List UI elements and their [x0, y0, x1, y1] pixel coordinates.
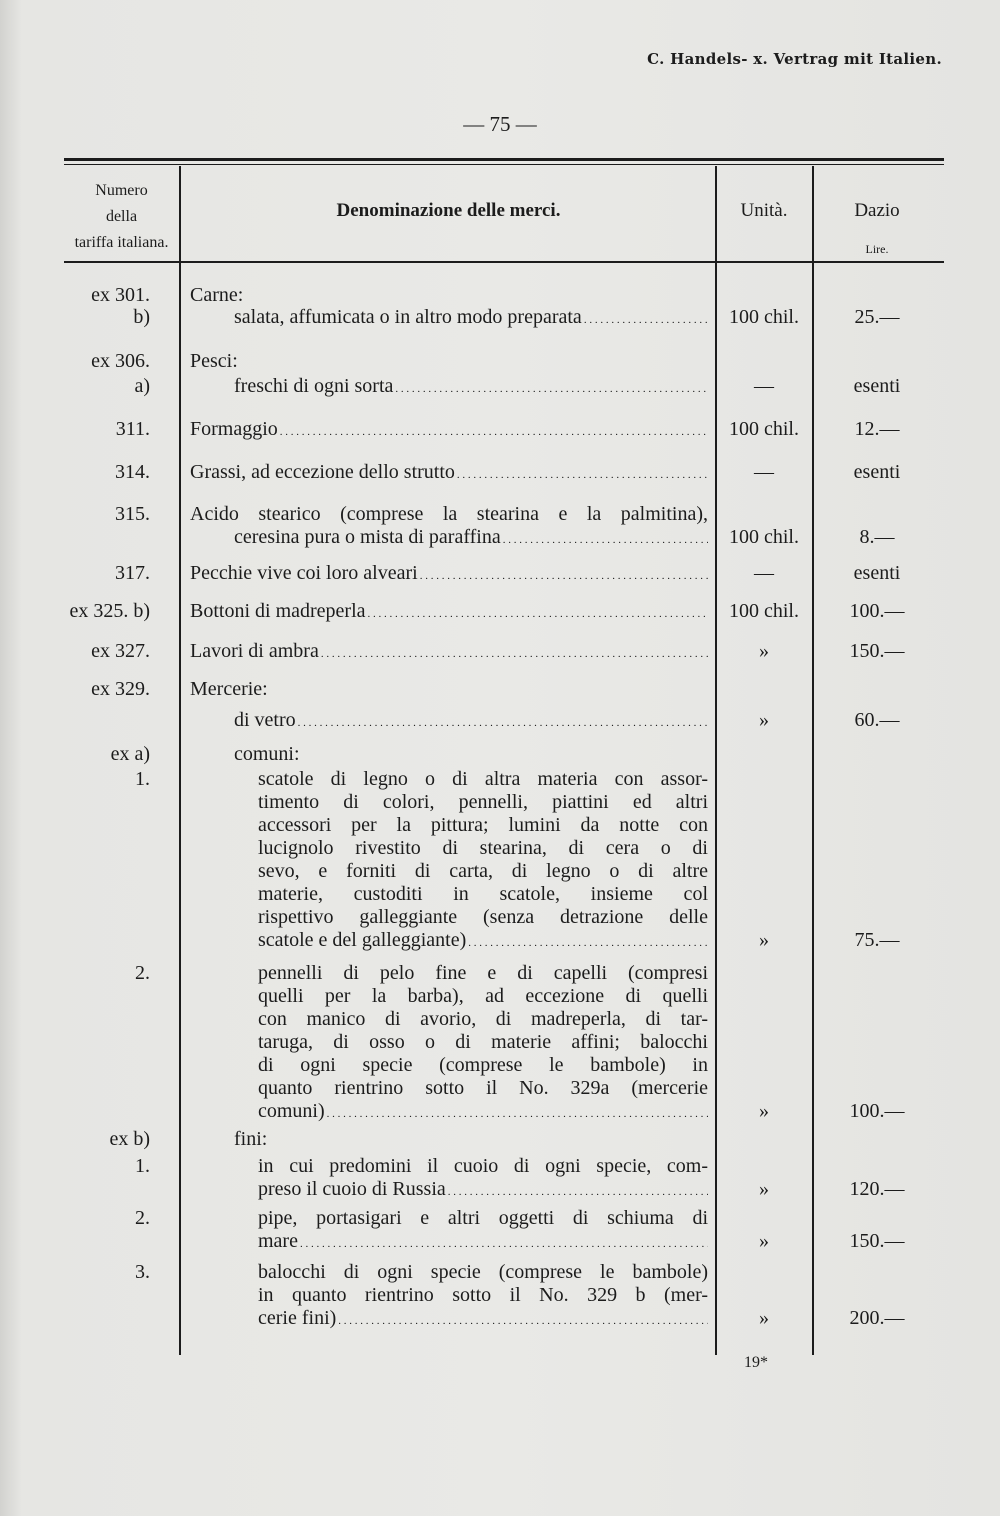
header-duty: Dazio [854, 200, 900, 221]
top-rule-thin [64, 164, 944, 165]
duty-cell: 8.— [859, 526, 895, 548]
duty-cell: 25.— [854, 306, 900, 328]
signature-mark: 19* [744, 1354, 768, 1371]
leader-dots [280, 418, 708, 444]
tariff-number: a) [134, 375, 150, 397]
description-text: cerie fini) [258, 1307, 337, 1329]
unit-cell: » [759, 1307, 769, 1329]
tariff-number: 311. [115, 418, 150, 440]
unit-cell: » [759, 1100, 769, 1122]
unit-cell: 100 chil. [729, 526, 799, 548]
header-number-line: tariffa italiana. [74, 234, 169, 251]
tariff-number: 2. [135, 1207, 150, 1229]
duty-cell: esenti [853, 375, 901, 397]
duty-cell: esenti [853, 461, 901, 483]
description-text: comuni) [258, 1100, 325, 1122]
column-rule-duty [812, 166, 814, 1355]
description-line [190, 600, 708, 623]
unit-cell: 100 chil. [729, 418, 799, 440]
duty-cell: esenti [853, 562, 901, 584]
description-text: Pecchie vive coi loro alveari [190, 562, 418, 584]
description-line: materie, custoditi in scatole, insieme col [258, 883, 708, 905]
tariff-number: 1. [135, 1155, 150, 1177]
description-line: quelli per la barba), ad eccezione di quelli [258, 985, 708, 1007]
header-duty-unit: Lire. [865, 242, 889, 256]
tariff-number: ex 301. [91, 284, 150, 306]
description-line: Mercerie: [190, 678, 268, 700]
header-number [64, 178, 179, 256]
tariff-number: ex a) [110, 743, 150, 765]
unit-cell: — [754, 562, 774, 584]
description-line: rispettivo galleggiante (senza detrazione delle [258, 906, 708, 928]
unit-cell: 100 chil. [729, 600, 799, 622]
description-line: lucignolo rivestito di stearina, di cera o di [258, 837, 708, 859]
header-unit: Unità. [740, 200, 788, 221]
leader-dots [327, 1100, 708, 1126]
description-text: Formaggio [190, 418, 278, 440]
description-line [190, 461, 708, 484]
description-line: comuni: [234, 743, 300, 765]
description-line [234, 375, 708, 398]
leader-dots [503, 526, 708, 552]
unit-cell: » [759, 640, 769, 662]
unit-cell: » [759, 709, 769, 731]
description-line: in quanto rientrino sotto il No. 329 b (mer- [258, 1284, 708, 1306]
tariff-number: ex 329. [91, 678, 150, 700]
leader-dots [448, 1178, 708, 1204]
leader-dots [420, 562, 708, 588]
description-text: di vetro [234, 709, 296, 731]
description-line: Carne: [190, 284, 244, 306]
description-line: sevo, e forniti di carta, di legno o di altre [258, 860, 708, 882]
unit-cell: 100 chil. [729, 306, 799, 328]
header-number-line: Numero [95, 182, 148, 199]
description-line: Pesci: [190, 350, 238, 372]
unit-cell: » [759, 1178, 769, 1200]
tariff-number: 314. [115, 461, 150, 483]
description-line: fini: [234, 1128, 268, 1150]
leader-dots [298, 709, 708, 735]
duty-cell: 200.— [849, 1307, 905, 1329]
tariff-number: 317. [115, 562, 150, 584]
unit-cell: » [759, 929, 769, 951]
leader-dots [395, 375, 708, 401]
description-line [234, 709, 708, 732]
description-line [258, 1230, 708, 1253]
description-text: freschi di ogni sorta [234, 375, 394, 397]
unit-cell: — [754, 375, 774, 397]
description-line: timento di colori, pennelli, piattini ed altri [258, 791, 708, 813]
header-number-line: della [105, 208, 138, 225]
description-text: mare [258, 1230, 298, 1252]
duty-cell: 120.— [849, 1178, 905, 1200]
description-text: preso il cuoio di Russia [258, 1178, 446, 1200]
top-rule-thick [64, 158, 944, 161]
tariff-number: ex 306. [91, 350, 150, 372]
unit-cell: » [759, 1230, 769, 1252]
column-rule-number [179, 166, 181, 1355]
leader-dots [368, 600, 708, 626]
unit-cell: — [754, 461, 774, 483]
description-line [258, 1178, 708, 1201]
tariff-number: ex b) [109, 1128, 150, 1150]
duty-cell: 100.— [849, 600, 905, 622]
description-text: Bottoni di madreperla [190, 600, 366, 622]
tariff-number: b) [133, 306, 150, 328]
tariff-number: 1. [135, 768, 150, 790]
description-text: scatole e del galleggiante) [258, 929, 467, 951]
duty-cell: 150.— [849, 640, 905, 662]
duty-cell: 100.— [849, 1100, 905, 1122]
leader-dots [457, 461, 708, 487]
description-line: pennelli di pelo fine e di capelli (compresi [258, 962, 708, 984]
duty-cell: 150.— [849, 1230, 905, 1252]
duty-cell: 12.— [854, 418, 900, 440]
tariff-number: 2. [135, 962, 150, 984]
description-line: accessori per la pittura; lumini da notte con [258, 814, 708, 836]
tariff-number: ex 325. b) [69, 600, 150, 622]
column-rule-unit [715, 166, 717, 1355]
header-description: Denominazione delle merci. [336, 200, 561, 221]
description-line [258, 1307, 708, 1330]
description-line: quanto rientrino sotto il No. 329a (mercerie [258, 1077, 708, 1099]
description-line [258, 929, 708, 952]
description-line [190, 640, 708, 663]
description-line: pipe, portasigari e altri oggetti di schiuma di [258, 1207, 708, 1229]
leader-dots [468, 929, 708, 955]
tariff-number: ex 327. [91, 640, 150, 662]
leader-dots [338, 1307, 708, 1333]
description-line [190, 418, 708, 441]
running-header: C. Handels- x. Vertrag mit Italien. [647, 50, 942, 68]
description-text: Lavori di ambra [190, 640, 319, 662]
description-line [234, 306, 708, 329]
leader-dots [300, 1230, 708, 1256]
description-line: scatole di legno o di altra materia con assor- [258, 768, 708, 790]
description-line: in cui predomini il cuoio di ogni specie, com- [258, 1155, 708, 1177]
leader-dots [584, 306, 708, 332]
duty-cell: 75.— [854, 929, 900, 951]
description-line: balocchi di ogni specie (comprese le bambole) [258, 1261, 708, 1283]
page-number: — 75 — [463, 112, 537, 136]
description-text: ceresina pura o mista di paraffina [234, 526, 501, 548]
description-line [258, 1100, 708, 1123]
tariff-number: 3. [135, 1261, 150, 1283]
description-text: salata, affumicata o in altro modo preparata [234, 306, 582, 328]
description-text: Grassi, ad eccezione dello strutto [190, 461, 455, 483]
description-line [234, 526, 708, 549]
tariff-number: 315. [115, 503, 150, 525]
duty-cell: 60.— [854, 709, 900, 731]
description-line: con manico di avorio, di madreperla, di tar- [258, 1008, 708, 1030]
description-line [190, 562, 708, 585]
description-line: taruga, di osso o di materie affini; balocchi [258, 1031, 708, 1053]
description-line: di ogni specie (comprese le bambole) in [258, 1054, 708, 1076]
leader-dots [321, 640, 708, 666]
description-line: Acido stearico (comprese la stearina e la palmitina), [190, 503, 708, 525]
